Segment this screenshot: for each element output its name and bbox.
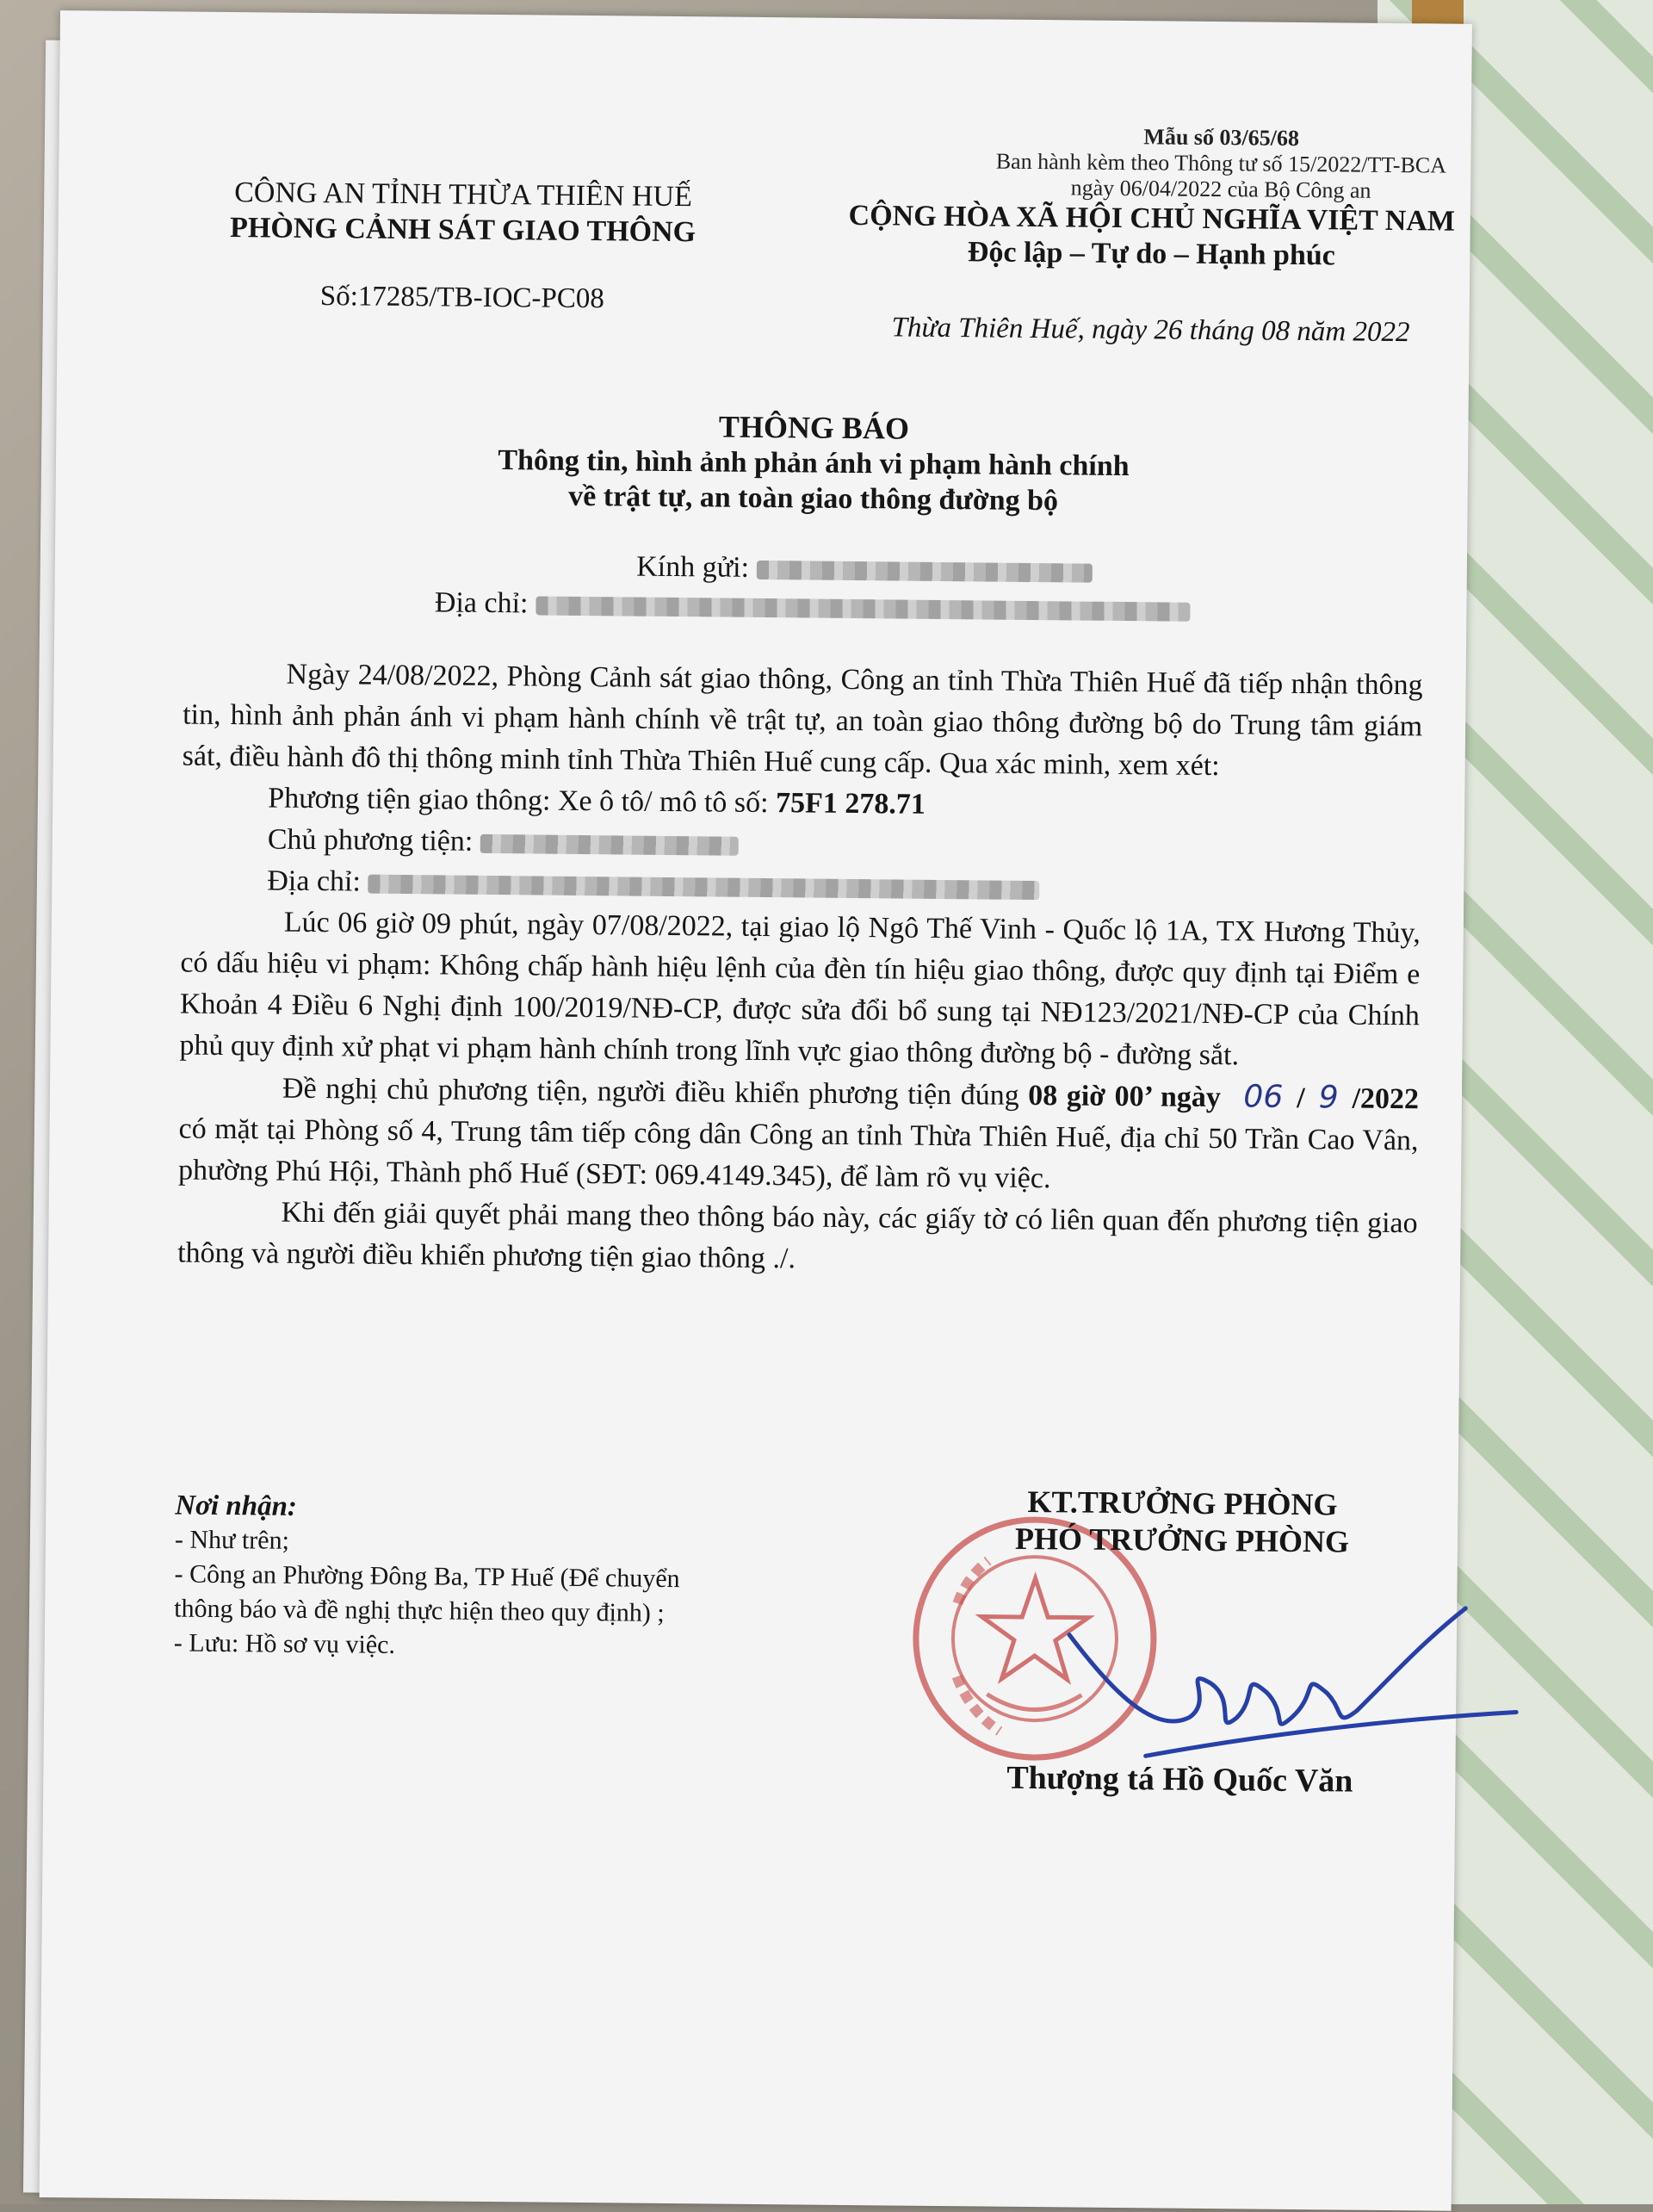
body-paragraph-3	[178, 1067, 1419, 1204]
agency-parent: CÔNG AN TỈNH THỪA THIÊN HUẾ	[234, 177, 692, 214]
notice-subtitle-2: về trật tự, an toàn giao thông đường bộ	[568, 480, 1059, 517]
nation-name: CỘNG HÒA XÃ HỘI CHỦ NGHĨA VIỆT NAM	[848, 199, 1456, 238]
handwritten-day: 06	[1243, 1079, 1284, 1115]
para3-time: 08 giờ 00’ ngày	[1028, 1079, 1222, 1114]
document-sheet	[40, 10, 1472, 2211]
redacted-owner	[480, 834, 739, 856]
redacted-recipient	[756, 561, 1092, 583]
owner-address-label: Địa chỉ:	[267, 864, 362, 898]
signature-title-line2: PHÓ TRƯỞNG PHÒNG	[1014, 1521, 1350, 1559]
signer-name: Thượng tá Hồ Quốc Văn	[1006, 1759, 1353, 1800]
agency-header	[187, 176, 739, 251]
form-meta	[911, 122, 1532, 206]
recipients-footer	[174, 1488, 744, 1665]
body-paragraph-1: Ngày 24/08/2022, Phòng Cảnh sát giao thông, Công an tỉnh Thừa Thiên Huế đã tiếp nhận thông tin, hình ảnh phản ánh vi phạm hành chính về trật tự, an toàn giao thông đường bộ do Trung tâm giám sát, điều hành đô thị thông minh tỉnh Thừa Thiên Huế cung cấp. Qua xác minh, xem xét:	[182, 658, 1423, 783]
form-issued-date: ngày 06/04/2022 của Bộ Công an	[1070, 175, 1371, 203]
owner-label: Chủ phương tiện:	[267, 823, 474, 858]
form-number: Mẫu số 03/65/68	[1143, 124, 1300, 151]
notice-subtitle-1: Thông tin, hình ảnh phản ánh vi phạm hành chính	[498, 444, 1130, 483]
place-date: Thừa Thiên Huế, ngày 26 tháng 08 năm 2022	[891, 312, 1410, 349]
vehicle-label: Phương tiện giao thông: Xe ô tô/ mô tô số:	[268, 782, 769, 820]
redacted-address	[536, 597, 1190, 622]
handwritten-signature-icon	[1060, 1587, 1526, 1763]
signature-title	[907, 1483, 1458, 1563]
para3-year: /2022	[1352, 1082, 1420, 1116]
agency-department: PHÒNG CẢNH SÁT GIAO THÔNG	[229, 211, 696, 249]
signature-title-line1: KT.TRƯỞNG PHÒNG	[1027, 1484, 1338, 1522]
recipients-heading: Nơi nhận:	[175, 1490, 298, 1522]
handwritten-month: 9	[1318, 1080, 1339, 1116]
notice-title-block	[279, 405, 1347, 523]
notice-title: THÔNG BÁO	[718, 409, 910, 446]
notice-body	[177, 654, 1423, 1286]
vehicle-plate: 75F1 278.71	[775, 787, 926, 821]
recipient-block	[252, 546, 1372, 632]
para3-start: Đề nghị chủ phương tiện, người điều khiển phương tiện đúng	[282, 1072, 1019, 1112]
recipient-label: Kính gửi:	[636, 550, 750, 584]
recipient-item-1: - Như trên;	[174, 1525, 290, 1555]
para3-end: có mặt tại Phòng số 4, Trung tâm tiếp công dân Công an tỉnh Thừa Thiên Huế, địa chỉ 50 Trần Cao Vân, phường Phú Hội, Thành phố Huế (SĐT: 069.4149.345), để làm rõ vụ việc.	[177, 1112, 1419, 1195]
nation-header	[764, 198, 1539, 276]
recipient-item-2: - Công an Phường Đông Ba, TP Huế (Để chuyển thông báo và đề nghị thực hiện theo quy định) ;	[174, 1559, 680, 1627]
body-paragraph-2: Lúc 06 giờ 09 phút, ngày 07/08/2022, tại giao lộ Ngô Thế Vinh - Quốc lộ 1A, TX Hương Thủy, có dấu hiệu vi phạm: Không chấp hành hiệu lệnh của đèn tín hiệu giao thông, được quy định tại Điểm e Khoản 4 Điều 6 Nghị định 100/2019/NĐ-CP, được sửa đổi bổ sung tại NĐ123/2021/NĐ-CP của Chính phủ quy định xử phạt vi phạm hành chính trong lĩnh vực giao thông đường bộ - đường sắt.	[179, 906, 1421, 1072]
recipient-item-3: - Lưu: Hồ sơ vụ việc.	[173, 1628, 396, 1659]
document-number: Số:17285/TB-IOC-PC08	[319, 281, 605, 315]
nation-motto: Độc lập – Tự do – Hạnh phúc	[967, 236, 1336, 272]
form-issued-with: Ban hành kèm theo Thông tư số 15/2022/TT-BCA	[995, 148, 1447, 178]
recipient-address-label: Địa chỉ:	[434, 586, 529, 620]
para3-slash: /	[1297, 1081, 1305, 1115]
body-paragraph-4: Khi đến giải quyết phải mang theo thông báo này, các giấy tờ có liên quan đến phương tiện giao thông và người điều khiển phương tiện giao thông ./.	[177, 1196, 1418, 1275]
redacted-owner-address	[368, 875, 1039, 900]
